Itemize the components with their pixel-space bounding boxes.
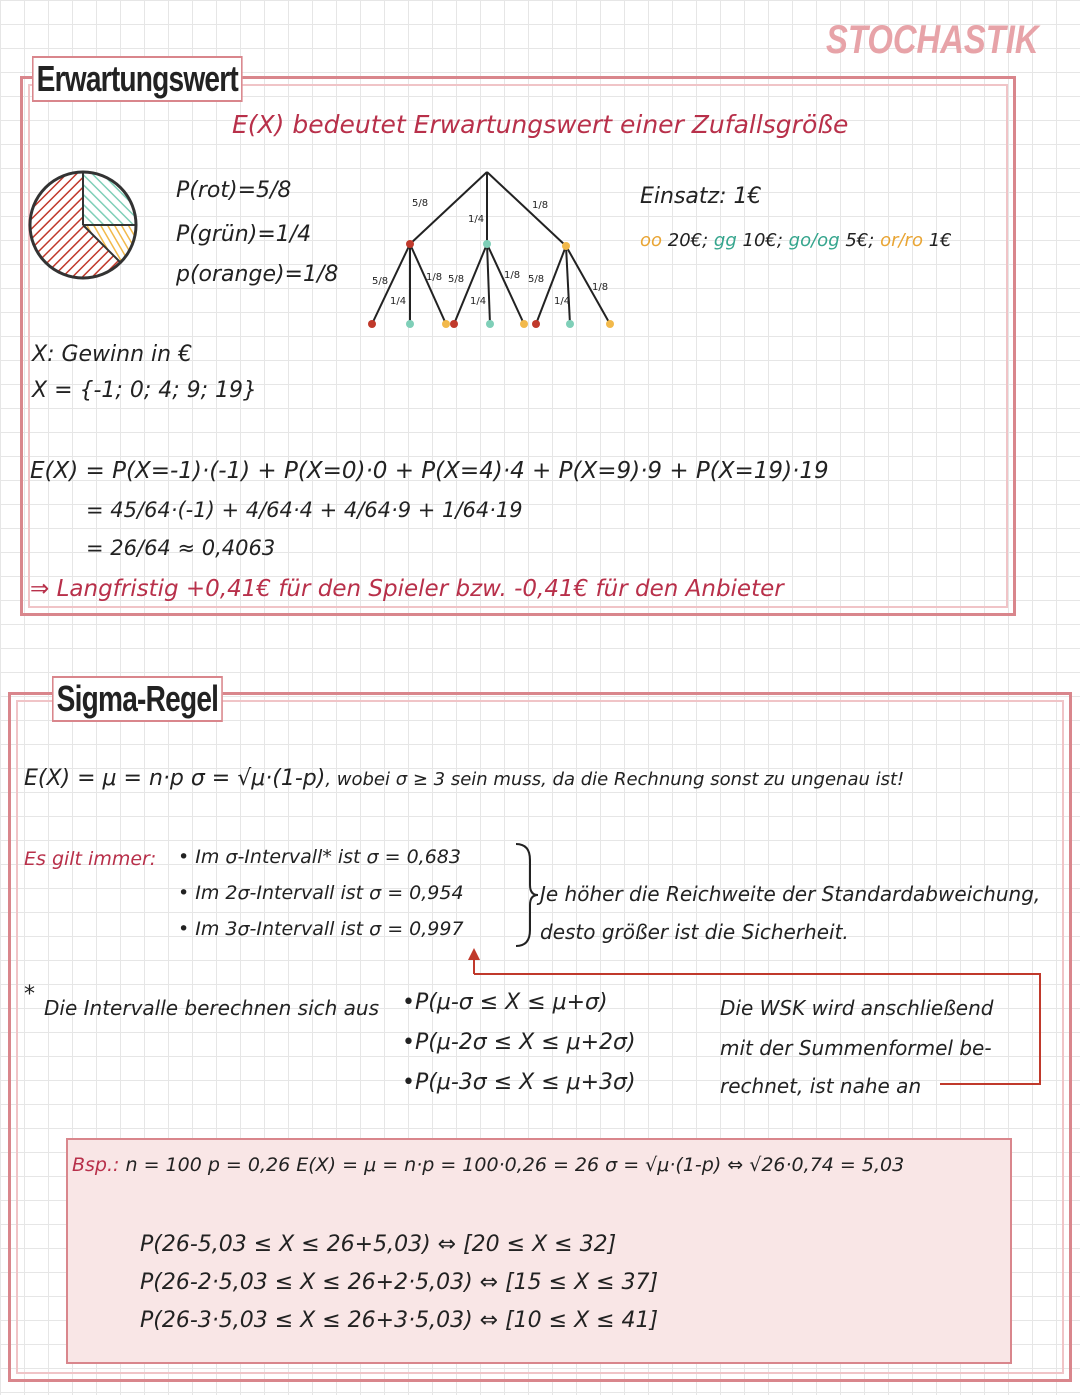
- tree-label-l2: 1/8: [426, 272, 443, 283]
- tree-node-red: [406, 240, 414, 248]
- example-result-3: P(26-3·5,03 ≤ X ≤ 26+3·5,03) ⇔ [10 ≤ X ≤ 41]: [140, 1308, 659, 1333]
- sigma-title: Sigma-Regel: [52, 676, 223, 722]
- wsk-note-2: mit der Summenformel be-: [720, 1036, 992, 1060]
- intervall-3: •P(μ-3σ ≤ X ≤ μ+3σ): [402, 1070, 636, 1095]
- tree-label-l2: 5/8: [528, 274, 545, 285]
- subject-title: STOCHASTIK: [826, 18, 1039, 62]
- payout-or: 1€: [928, 230, 952, 251]
- random-var-desc: X: Gewinn in €: [32, 342, 193, 367]
- intervall-1: •P(μ-σ ≤ X ≤ μ+σ): [402, 990, 608, 1015]
- es-gilt-label: Es gilt immer:: [24, 848, 157, 870]
- payout-gg: 10€;: [742, 230, 783, 251]
- einsatz-text: Einsatz: 1€: [640, 184, 762, 209]
- tree-node-green: [483, 240, 491, 248]
- payout-gg-prefix: gg: [713, 230, 737, 251]
- tree-label-l2: 1/8: [592, 282, 609, 293]
- payout-go-prefix: go/og: [788, 230, 840, 251]
- asterisk-icon: *: [24, 982, 35, 1007]
- intervall-2: •P(μ-2σ ≤ X ≤ μ+2σ): [402, 1030, 636, 1055]
- example-result-1: P(26-5,03 ≤ X ≤ 26+5,03) ⇔ [20 ≤ X ≤ 32]: [140, 1232, 617, 1257]
- formula-line-1: E(X) = P(X=-1)·(-1) + P(X=0)·0 + P(X=4)·4 + P(X=9)·9 + P(X=19)·19: [30, 458, 829, 484]
- tree-label-l1-left: 5/8: [412, 198, 429, 209]
- payout-line: [640, 230, 952, 251]
- formula-line-2: = 45/64·(-1) + 4/64·4 + 4/64·9 + 1/64·19: [86, 498, 523, 522]
- rule-2: • Im 2σ-Intervall ist σ = 0,954: [178, 882, 464, 904]
- payout-or-prefix: or/ro: [880, 230, 923, 251]
- erwartungswert-title: Erwartungswert: [32, 56, 243, 102]
- example-line-text: n = 100 p = 0,26 E(X) = μ = n·p = 100·0,26 = 26 σ = √μ·(1-p) ⇔ √26·0,74 = 5,03: [125, 1154, 905, 1176]
- rule-1-text: Im σ-Intervall* ist σ = 0,683: [195, 846, 461, 868]
- reichweite-line-2: desto größer ist die Sicherheit.: [540, 920, 849, 944]
- pie-chart: [24, 166, 142, 284]
- example-result-2: P(26-2·5,03 ≤ X ≤ 26+2·5,03) ⇔ [15 ≤ X ≤ 37]: [140, 1270, 659, 1295]
- tree-label-l2: 5/8: [448, 274, 465, 285]
- tree-label-l2: 5/8: [372, 276, 389, 287]
- tree-label-l2: 1/4: [554, 296, 571, 307]
- payout-go: 5€;: [845, 230, 875, 251]
- tree-label-l2: 1/8: [504, 270, 521, 281]
- payout-oo: 20€;: [667, 230, 709, 251]
- prob-rot: P(rot)=5/8: [176, 178, 292, 203]
- rule-2-text: Im 2σ-Intervall ist σ = 0,954: [195, 882, 464, 904]
- tree-label-l1-right: 1/8: [532, 200, 549, 211]
- random-var-values: X = {-1; 0; 4; 9; 19}: [32, 378, 258, 403]
- formula-line-3: = 26/64 ≈ 0,4063: [86, 536, 276, 560]
- intervall-1-text: P(μ-σ ≤ X ≤ μ+σ): [414, 990, 608, 1015]
- payout-oo-prefix: oo: [640, 230, 663, 251]
- sigma-formula-note: , wobei σ ≥ 3 sein muss, da die Rechnung sonst zu ungenau ist!: [325, 769, 905, 790]
- rule-3-text: Im 3σ-Intervall ist σ = 0,997: [195, 918, 464, 940]
- tree-label-l2: 1/4: [470, 296, 487, 307]
- prob-orange: p(orange)=1/8: [176, 262, 339, 287]
- conclusion-text: ⇒ Langfristig +0,41€ für den Spieler bzw. -0,41€ für den Anbieter: [30, 576, 784, 602]
- reichweite-line-1: Je höher die Reichweite der Standardabweichung,: [540, 882, 1041, 906]
- intervall-2-text: P(μ-2σ ≤ X ≤ μ+2σ): [414, 1030, 636, 1055]
- tree-node-orange: [562, 242, 570, 250]
- rule-3: • Im 3σ-Intervall ist σ = 0,997: [178, 918, 464, 940]
- sigma-formula-main: E(X) = μ = n·p σ = √μ·(1-p): [24, 766, 326, 791]
- sigma-formula: [24, 766, 904, 791]
- intervall-3-text: P(μ-3σ ≤ X ≤ μ+3σ): [414, 1070, 636, 1095]
- tree-diagram: [360, 166, 630, 336]
- wsk-note-1: Die WSK wird anschließend: [720, 996, 994, 1020]
- tree-label-l2: 1/4: [390, 296, 407, 307]
- tree-label-l1-mid: 1/4: [468, 214, 485, 225]
- wsk-note-3: rechnet, ist nahe an: [720, 1074, 922, 1098]
- definition-text: E(X) bedeutet Erwartungswert einer Zufallsgröße: [232, 110, 849, 139]
- example-line: [72, 1154, 904, 1176]
- rule-1: • Im σ-Intervall* ist σ = 0,683: [178, 846, 461, 868]
- example-label: Bsp.:: [72, 1154, 120, 1176]
- intervalle-intro: Die Intervalle berechnen sich aus: [44, 996, 379, 1020]
- brace-icon: [512, 840, 542, 950]
- prob-gruen: P(grün)=1/4: [176, 222, 312, 247]
